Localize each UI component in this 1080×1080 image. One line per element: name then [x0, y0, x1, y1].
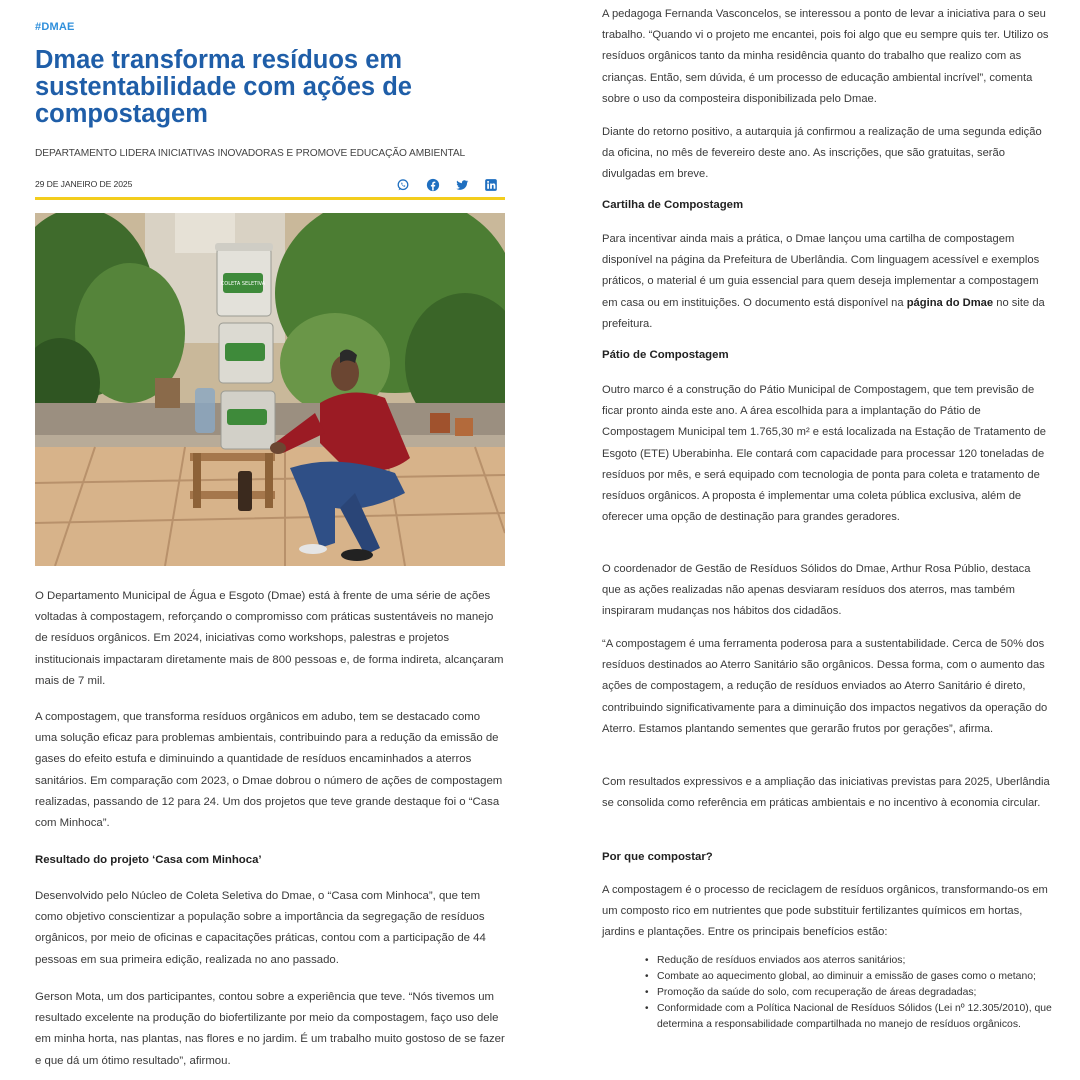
body-paragraph: Com resultados expressivos e a ampliação das iniciativas previstas para 2025, Uberlândia se consolida como referência em práticas ambientais e no incentivo à economia circular.	[602, 776, 1050, 810]
article-subheadline: DEPARTAMENTO LIDERA INICIATIVAS INOVADORAS E PROMOVE EDUCAÇÃO AMBIENTAL	[35, 148, 466, 159]
article-headline: Dmae transforma resíduos em sustentabilidade com ações de compostagem	[35, 46, 412, 128]
section-heading-cartilha: Cartilha de Compostagem	[602, 199, 744, 211]
body-paragraph: A compostagem é o processo de reciclagem de resíduos orgânicos, transformando-os em um composto rico em nutrientes que pode substituir fertilizantes químicos em hortas, jardins e plantações. Entre os principais benefícios estão:	[602, 884, 1048, 939]
body-paragraph: Outro marco é a construção do Pátio Municipal de Compostagem, que tem previsão de ficar pronto ainda este ano. A área escolhida para a implantação do Pátio de Compostagem Municipal tem 1.765,30 m² e está localizada na Estação de Tratamento de Esgoto (ETE) Uberabinha. Ele contará com capacidade para processar 120 toneladas de resíduos por mês, e será equipado com tecnologia de ponta para coleta e tratamento de resíduos orgânicos. A proposta é implementar uma coleta pública exclusiva, além de oferecer uma opção de destinação para grandes geradores.	[602, 384, 1047, 524]
body-paragraph: O coordenador de Gestão de Resíduos Sólidos do Dmae, Arthur Rosa Públio, destaca que as ações realizadas não apenas desviaram resíduos dos aterros, mas também inspiraram mudanças nos hábitos dos cidadãos.	[602, 563, 1031, 618]
benefits-list	[602, 953, 1052, 1033]
list-item: • Combate ao aquecimento global, ao diminuir a emissão de gases como o metano;	[602, 969, 1052, 985]
body-paragraph: O Departamento Municipal de Água e Esgoto (Dmae) está à frente de uma série de ações voltadas à compostagem, reforçando o compromisso com práticas sustentáveis no manejo de resíduos orgânicos. Em 2024, iniciativas como workshops, palestras e projetos institucionais impactaram diretamente mais de 800 pessoas e, de forma indireta, alcançaram mais de 7 mil.	[35, 590, 504, 687]
section-heading-porque: Por que compostar?	[602, 851, 713, 863]
body-paragraph: A compostagem, que transforma resíduos orgânicos em adubo, tem se destacado como uma solução eficaz para problemas ambientais, contribuindo para a redução da emissão de gases do efeito estufa e diminuindo a quantidade de resíduos encaminhados a aterros sanitários. Em comparação com 2023, o Dmae dobrou o número de ações de compostagem realizadas, passando de 12 para 24. Um dos projetos que teve grande destaque foi o “Casa com Minhoca”.	[35, 711, 503, 830]
body-paragraph: Gerson Mota, um dos participantes, contou sobre a experiência que teve. “Nós tivemos um resultado excelente na produção do biofertilizante por meio da compostagem, faço uso dele em minha horta, nas plantas, nas flores e no jardim. É um trabalho muito gostoso de se fazer e que dá um ótimo resultado”, afirmou.	[35, 991, 505, 1067]
quote-paragraph: “A compostagem é uma ferramenta poderosa para a sustentabilidade. Cerca de 50% dos resíduos destinados ao Aterro Sanitário são orgânicos. Dessa forma, com o aumento das ações de compostagem, a redução de resíduos enviados ao Aterro Sanitário é direto, contribuindo significativamente para a diminuição dos impactos negativos da operação do Aterro. Estamos plantando sementes que gerarão frutos por gerações”, afirma.	[602, 638, 1048, 735]
pagina-dmae-link[interactable]: página do Dmae	[906, 296, 994, 309]
list-item: • Promoção da saúde do solo, com recuperação de áreas degradadas;	[602, 985, 1052, 1001]
body-paragraph: Diante do retorno positivo, a autarquia já confirmou a realização de uma segunda edição da oficina, no mês de fevereiro deste ano. As inscrições, que são gratuitas, serão divulgadas em breve.	[602, 126, 1042, 181]
linkedin-icon[interactable]	[483, 177, 498, 192]
facebook-icon[interactable]	[425, 177, 440, 192]
body-paragraph	[602, 229, 1052, 335]
publish-date: 29 DE JANEIRO DE 2025	[35, 179, 133, 189]
paragraph-text: no site da prefeitura.	[602, 296, 1045, 330]
body-paragraph: A pedagoga Fernanda Vasconcelos, se interessou a ponto de levar a iniciativa para o seu trabalho. “Quando vi o projeto me encantei, pois foi algo que eu sempre quis ter. Utilizo os resíduos orgânicos tanto da minha residência quanto do trabalho que realizo com as crianças. Então, sem dúvida, é um processo de educação ambiental incrível”, comenta sobre o uso da composteira disponibilizada pelo Dmae.	[602, 8, 1049, 105]
section-heading-patio: Pátio de Compostagem	[602, 349, 729, 361]
section-heading-resultado: Resultado do projeto ‘Casa com Minhoca’	[35, 854, 262, 866]
article-photo	[35, 213, 505, 566]
bin-logo-text: COLETA SELETIVA	[220, 281, 266, 287]
whatsapp-icon[interactable]	[395, 177, 410, 192]
accent-divider	[35, 197, 505, 200]
paragraph-text: Para incentivar ainda mais a prática, o Dmae lançou uma cartilha de compostagem disponível na página da Prefeitura de Uberlândia. Com linguagem acessível e exemplos práticos, o material é um guia essencial para quem deseja implementar a compostagem em casa ou em instituições. O documento está disponível na	[602, 233, 1040, 309]
list-item: • Conformidade com a Política Nacional de Resíduos Sólidos (Lei nº 12.305/2010), que determina a responsabilidade compartilhada no manejo de resíduos orgânicos.	[602, 1001, 1052, 1033]
body-paragraph: Desenvolvido pelo Núcleo de Coleta Seletiva do Dmae, o “Casa com Minhoca”, que tem como objetivo conscientizar a população sobre a importância da segregação de resíduos orgânicos, por meio de oficinas e capacitações práticas, contou com a participação de 44 pessoas em sua primeira edição, realizada no ano passado.	[35, 890, 486, 966]
category-tag[interactable]: #DMAE	[35, 21, 75, 33]
twitter-icon[interactable]	[454, 177, 469, 192]
list-item: • Redução de resíduos enviados aos aterros sanitários;	[602, 953, 1052, 969]
